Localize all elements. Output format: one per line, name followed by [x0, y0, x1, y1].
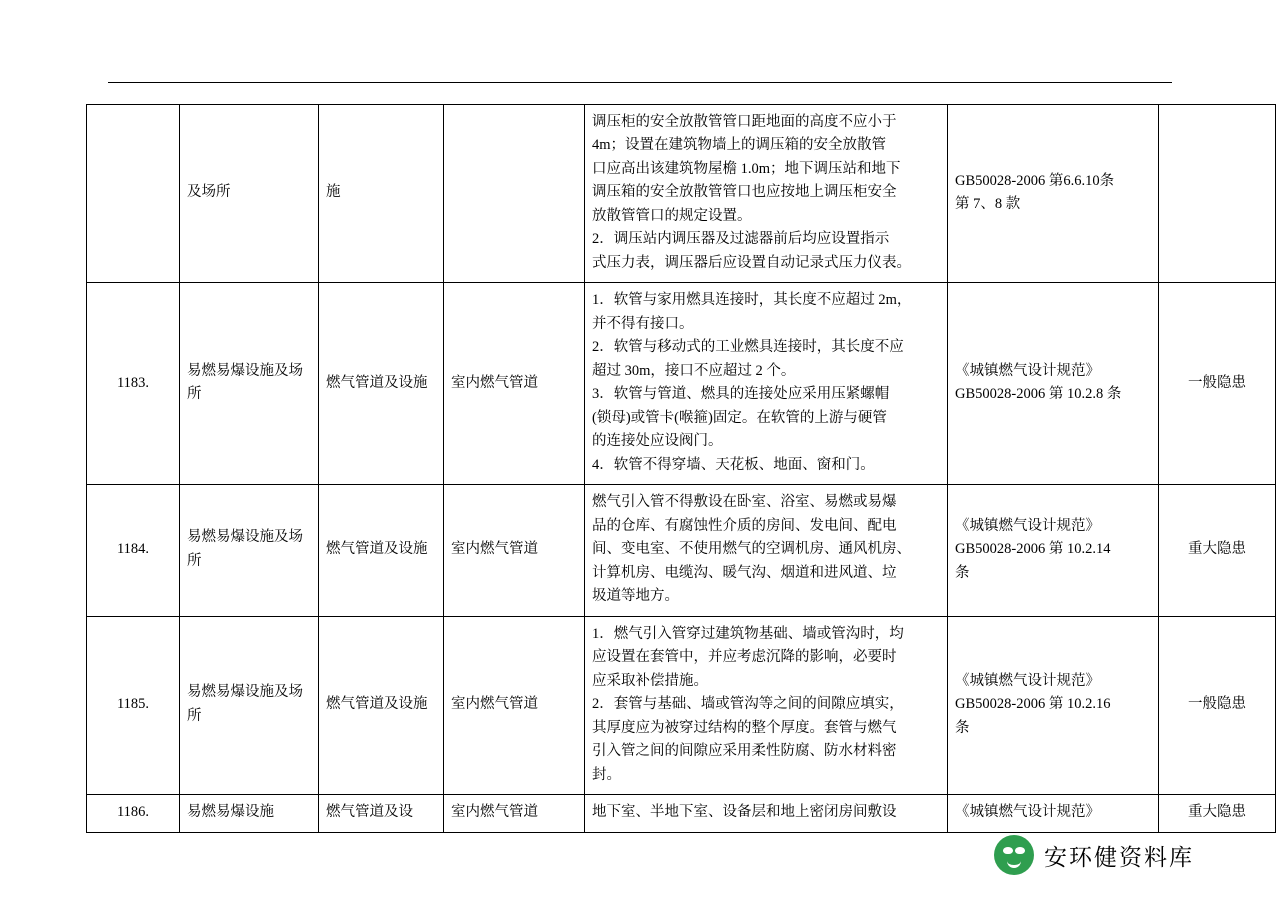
description-line: 2．调压站内调压器及过滤器前后均应设置指示	[592, 231, 890, 248]
watermark	[994, 835, 1194, 875]
description-line: 2．套管与基础、墙或管沟等之间的间隙应填实，	[592, 696, 904, 713]
cell-category	[180, 795, 319, 832]
cell-category	[180, 283, 319, 485]
cell-category	[180, 616, 319, 794]
cell-level: 重大隐患	[1159, 485, 1276, 616]
reference-line: GB50028-2006 第6.6.10条	[955, 172, 1115, 189]
reference-line: 《城镇燃气设计规范》	[955, 672, 1100, 689]
cell-level: 一般隐患	[1159, 616, 1276, 794]
description-line: (锁母)或管卡(喉箍)固定。在软管的上游与硬管	[592, 409, 887, 426]
description-line: 引入管之间的间隙应采用柔性防腐、防水材料密	[592, 743, 897, 760]
description-line: 调压箱的安全放散管管口也应按地上调压柜安全	[592, 184, 897, 201]
description-line: 应设置在套管中，并应考虑沉降的影响，必要时	[592, 649, 897, 666]
description-line: 4．软管不得穿墙、天花板、地面、窗和门。	[592, 456, 875, 473]
cell-object	[444, 105, 585, 283]
hazard-table-container	[86, 104, 1246, 833]
cell-description	[585, 795, 948, 832]
description-line: 1．燃气引入管穿过建筑物基础、墙或管沟时，均	[592, 625, 904, 642]
wechat-circle-logo-icon	[994, 835, 1034, 875]
cell-subcategory-line: 燃气管道及设施	[326, 541, 428, 558]
hazard-table	[86, 104, 1276, 833]
description-line: 3．软管与管道、燃具的连接处应采用压紧螺帽	[592, 386, 890, 403]
cell-subcategory	[319, 795, 444, 832]
description-line: 4m；设置在建筑物墙上的调压箱的安全放散管	[592, 137, 887, 154]
cell-object	[444, 283, 585, 485]
description-line: 超过 30m，接口不应超过 2 个。	[592, 362, 796, 379]
cell-description	[585, 283, 948, 485]
cell-description	[585, 105, 948, 283]
table-row	[87, 485, 1276, 616]
cell-reference	[948, 795, 1159, 832]
cell-subcategory-line: 燃气管道及设	[326, 804, 413, 821]
cell-object-line: 室内燃气管道	[451, 374, 538, 391]
description-line: 地下室、半地下室、设备层和地上密闭房间敷设	[592, 804, 897, 821]
cell-number: 1185.	[87, 616, 180, 794]
reference-line: 《城镇燃气设计规范》	[955, 517, 1100, 534]
cell-number: 1186.	[87, 795, 180, 832]
cell-description	[585, 485, 948, 616]
table-row	[87, 283, 1276, 485]
description-line: 燃气引入管不得敷设在卧室、浴室、易燃或易爆	[592, 494, 897, 511]
description-line: 2．软管与移动式的工业燃具连接时，其长度不应	[592, 339, 904, 356]
description-line: 应采取补偿措施。	[592, 672, 708, 689]
reference-line: 《城镇燃气设计规范》	[955, 804, 1100, 821]
table-row	[87, 795, 1276, 832]
cell-category-line: 易燃易爆设施及场所	[187, 529, 303, 569]
reference-line: 条	[955, 719, 970, 736]
reference-line: GB50028-2006 第 10.2.14	[955, 541, 1111, 558]
description-line: 品的仓库、有腐蚀性介质的房间、发电间、配电	[592, 517, 897, 534]
cell-level	[1159, 105, 1276, 283]
description-line: 其厚度应为被穿过结构的整个厚度。套管与燃气	[592, 719, 897, 736]
cell-subcategory-line: 燃气管道及设施	[326, 374, 428, 391]
reference-line: 《城镇燃气设计规范》	[955, 362, 1100, 379]
description-line: 调压柜的安全放散管管口距地面的高度不应小于	[592, 114, 897, 130]
header-rule	[108, 82, 1172, 83]
table-row	[87, 616, 1276, 794]
cell-object-line: 室内燃气管道	[451, 804, 538, 821]
description-line: 口应高出该建筑物屋檐 1.0m；地下调压站和地下	[592, 160, 901, 177]
cell-object-line: 室内燃气管道	[451, 696, 538, 713]
description-line: 的连接处应设阀门。	[592, 433, 723, 450]
reference-line: 条	[955, 564, 970, 581]
cell-category-line: 及场所	[187, 184, 231, 201]
cell-level: 重大隐患	[1159, 795, 1276, 832]
table-row	[87, 105, 1276, 283]
description-line: 并不得有接口。	[592, 315, 694, 332]
cell-subcategory	[319, 485, 444, 616]
description-line: 计算机房、电缆沟、暖气沟、烟道和进风道、垃	[592, 564, 897, 581]
description-line: 1．软管与家用燃具连接时，其长度不应超过 2m，	[592, 292, 912, 309]
cell-subcategory	[319, 105, 444, 283]
cell-category-line: 易燃易爆设施及场所	[187, 684, 303, 724]
hazard-table-body	[87, 105, 1276, 833]
reference-line: GB50028-2006 第 10.2.8 条	[955, 386, 1122, 403]
cell-number: 1184.	[87, 485, 180, 616]
watermark-label: 安环健资料库	[1044, 843, 1194, 870]
cell-level: 一般隐患	[1159, 283, 1276, 485]
cell-object	[444, 795, 585, 832]
description-line: 放散管管口的规定设置。	[592, 207, 752, 224]
cell-category	[180, 485, 319, 616]
cell-reference	[948, 616, 1159, 794]
cell-category	[180, 105, 319, 283]
description-line: 式压力表，调压器后应设置自动记录式压力仪表。	[592, 254, 911, 271]
cell-number	[87, 105, 180, 283]
cell-object	[444, 616, 585, 794]
cell-object-line: 室内燃气管道	[451, 541, 538, 558]
cell-number: 1183.	[87, 283, 180, 485]
description-line: 间、变电室、不使用燃气的空调机房、通风机房、	[592, 541, 911, 558]
cell-reference	[948, 105, 1159, 283]
cell-reference	[948, 485, 1159, 616]
description-line: 圾道等地方。	[592, 588, 679, 605]
cell-reference	[948, 283, 1159, 485]
reference-line: GB50028-2006 第 10.2.16	[955, 696, 1111, 713]
description-line: 封。	[592, 766, 621, 783]
cell-object	[444, 485, 585, 616]
cell-subcategory-line: 燃气管道及设施	[326, 696, 428, 713]
cell-subcategory-line: 施	[326, 184, 341, 201]
cell-subcategory	[319, 283, 444, 485]
cell-description	[585, 616, 948, 794]
cell-subcategory	[319, 616, 444, 794]
cell-category-line: 易燃易爆设施及场所	[187, 362, 303, 403]
reference-line: 第 7、8 款	[955, 196, 1021, 213]
cell-category-line: 易燃易爆设施	[187, 804, 274, 821]
